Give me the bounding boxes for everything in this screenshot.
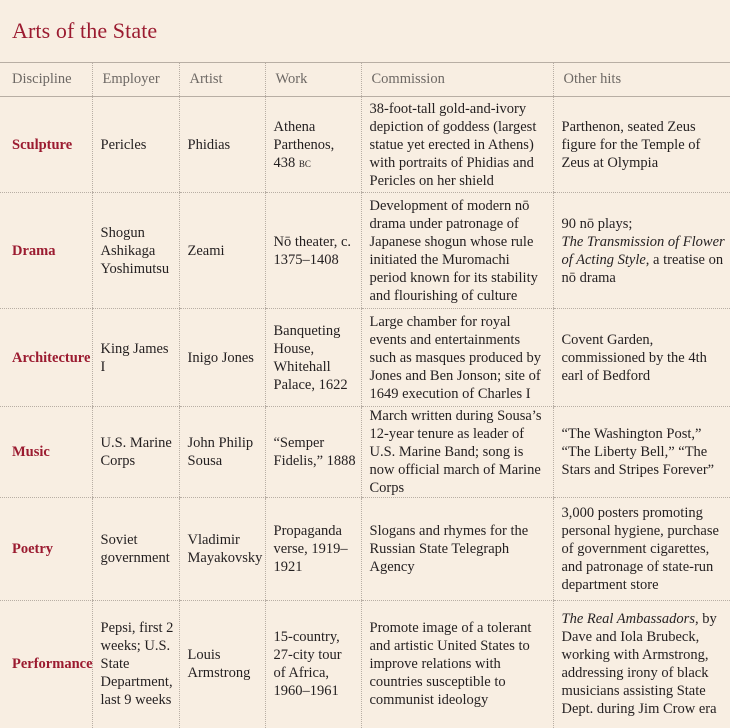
employer-cell: Shogun Ashikaga Yoshimutsu: [92, 193, 179, 309]
table-row: [0, 601, 730, 728]
work-title: Athena Parthenos,: [273, 118, 335, 153]
artist-cell: Phidias: [179, 97, 265, 193]
other-hits-cell: [553, 193, 730, 309]
column-header-work: Work: [265, 63, 361, 97]
table-row: [0, 97, 730, 193]
commission-cell: 38-foot-tall gold-and-ivory depiction of goddess (largest statue yet erected in Athens) with portraits of Phidias and Pericles on her shield: [361, 97, 553, 193]
work-date: 438: [273, 154, 296, 171]
commission-cell: Slogans and rhymes for the Russian State Telegraph Agency: [361, 498, 553, 601]
commission-cell: Development of modern nō drama under patronage of Japanese shogun whose rule initiated the Muromachi period known for its stability and flourishing of culture: [361, 193, 553, 309]
other-hits-text: , by Dave and Iola Brubeck, working with Armstrong, addressing irony of black musicians assisting State Dept. during Jim Crow era: [561, 611, 717, 718]
work-cell: Nō theater, c. 1375–1408: [265, 193, 361, 309]
column-header-commission: Commission: [361, 63, 553, 97]
other-hits-text: , a treatise on nō drama: [561, 251, 724, 286]
column-header-other-hits: Other hits: [553, 63, 730, 97]
other-hits-cell: Covent Garden, commissioned by the 4th earl of Bedford: [553, 309, 730, 407]
table-row: [0, 193, 730, 309]
table-row: [0, 309, 730, 407]
work-cell: 15-country, 27-city tour of Africa, 1960–1961: [265, 601, 361, 728]
other-hits-cell: “The Washington Post,” “The Liberty Bell,” “The Stars and Stripes Forever”: [553, 407, 730, 498]
work-cell: Propaganda verse, 1919–1921: [265, 498, 361, 601]
other-hits-italic-title: The Real Ambassadors: [561, 611, 695, 628]
table-row: [0, 407, 730, 498]
commission-cell: March written during Sousa’s 12-year tenure as leader of U.S. Marine Band; song is now official march of Marine Corps: [361, 407, 553, 498]
column-header-artist: Artist: [179, 63, 265, 97]
work-cell: Banqueting House, Whitehall Palace, 1622: [265, 309, 361, 407]
work-cell: [265, 97, 361, 193]
artist-cell: John Philip Sousa: [179, 407, 265, 498]
employer-cell: U.S. Marine Corps: [92, 407, 179, 498]
work-cell: “Semper Fidelis,” 1888: [265, 407, 361, 498]
discipline-cell: Poetry: [0, 498, 92, 601]
commission-cell: Promote image of a tolerant and artistic United States to improve relations with countries susceptible to communist ideology: [361, 601, 553, 728]
page-title: Arts of the State: [12, 18, 158, 43]
column-header-employer: Employer: [92, 63, 179, 97]
other-hits-cell: [553, 601, 730, 728]
table-row: [0, 498, 730, 601]
arts-table: [0, 62, 730, 728]
table-header-row: [0, 63, 730, 97]
other-hits-cell: 3,000 posters promoting personal hygiene, purchase of government cigarettes, and patronage of state-run department store: [553, 498, 730, 601]
artist-cell: Vladimir Mayakovsky: [179, 498, 265, 601]
discipline-cell: Sculpture: [0, 97, 92, 193]
other-hits-cell: Parthenon, seated Zeus figure for the Temple of Zeus at Olympia: [553, 97, 730, 193]
employer-cell: Pepsi, first 2 weeks; U.S. State Department, last 9 weeks: [92, 601, 179, 728]
artist-cell: Zeami: [179, 193, 265, 309]
artist-cell: Inigo Jones: [179, 309, 265, 407]
discipline-cell: Architecture: [0, 309, 92, 407]
work-era: bc: [298, 154, 311, 170]
employer-cell: Pericles: [92, 97, 179, 193]
employer-cell: Soviet government: [92, 498, 179, 601]
other-hits-text: 90 nō plays;: [561, 215, 633, 232]
discipline-cell: Drama: [0, 193, 92, 309]
column-header-discipline: Discipline: [0, 63, 92, 97]
discipline-cell: Performance: [12, 656, 93, 673]
employer-cell: King James I: [92, 309, 179, 407]
other-hits-italic-title: The Transmission of Flower of Acting Style: [561, 233, 725, 268]
commission-cell: Large chamber for royal events and entertainments such as masques produced by Jones and Ben Jonson; site of 1649 execution of Charles I: [361, 309, 553, 407]
artist-cell: Louis Armstrong: [179, 601, 265, 728]
discipline-cell: Music: [0, 407, 92, 498]
